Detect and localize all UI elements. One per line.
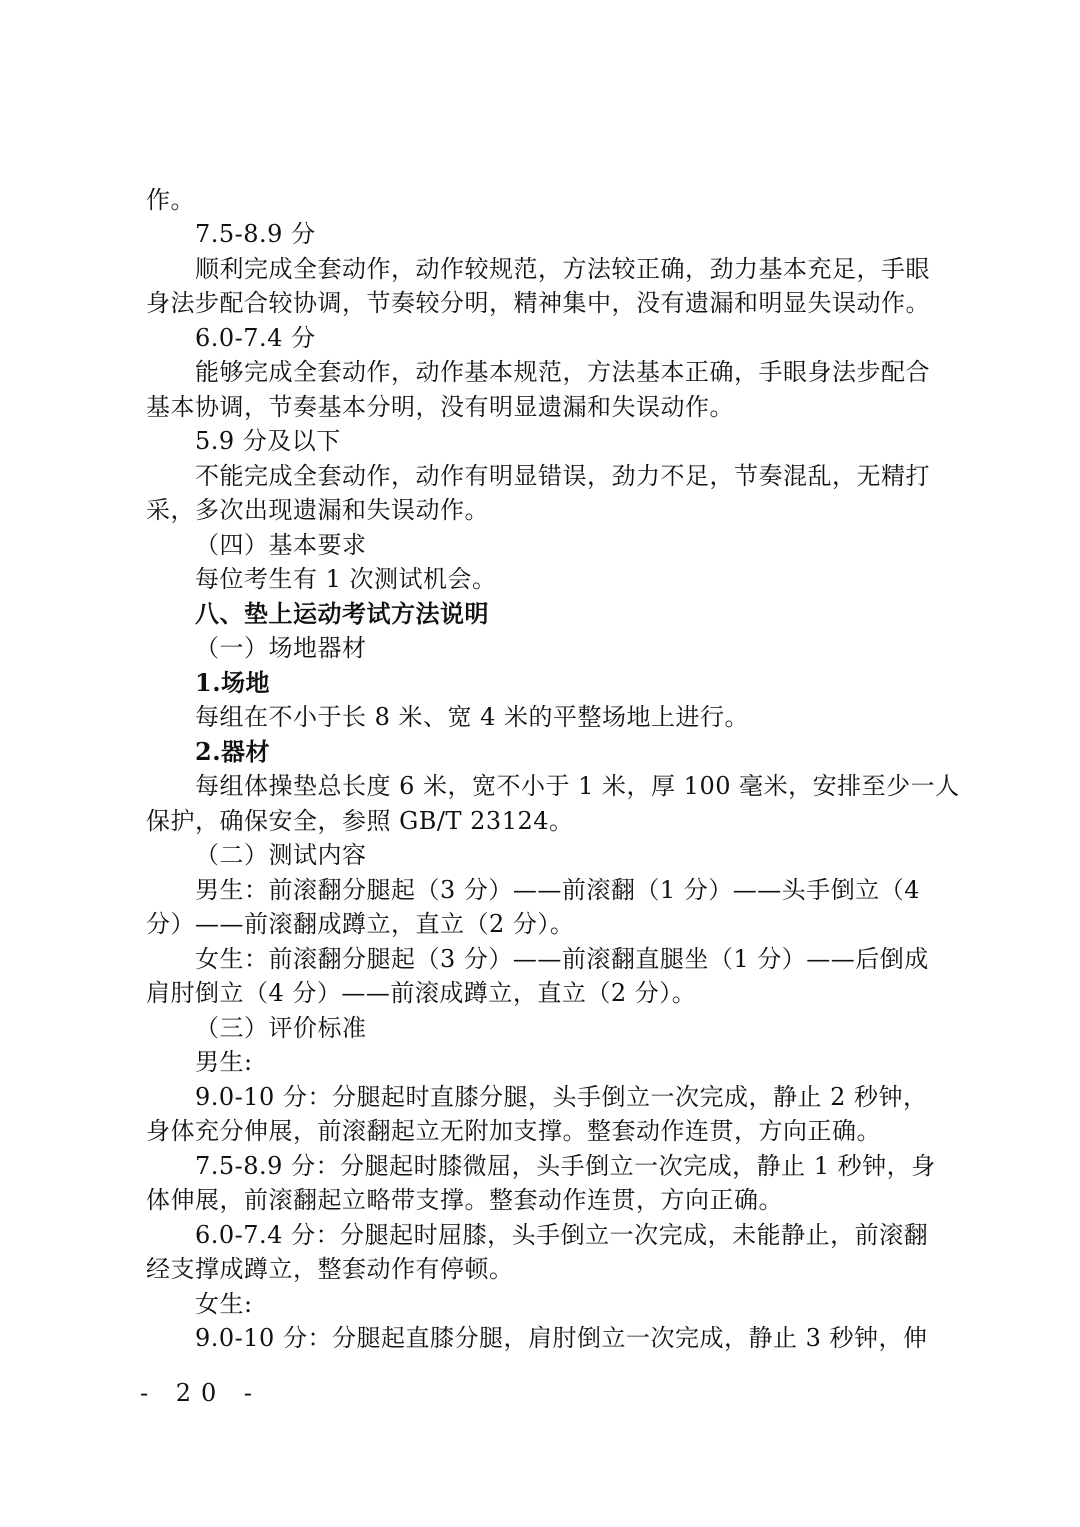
body-text-line: 男生: bbox=[195, 1048, 253, 1076]
body-text-line: 肩肘倒立（4 分）——前滚成蹲立，直立（2 分）。 bbox=[146, 979, 697, 1007]
subsection-heading: （四）基本要求 bbox=[195, 531, 367, 559]
body-text-line: 7.5-8.9 分：分腿起时膝微屈，头手倒立一次完成，静止 1 秒钟，身 bbox=[195, 1152, 936, 1180]
body-text-line: 9.0-10 分：分腿起时直膝分腿，头手倒立一次完成，静止 2 秒钟， bbox=[195, 1083, 928, 1111]
body-text-line: 身法步配合较协调，节奏较分明，精神集中，没有遗漏和明显失误动作。 bbox=[146, 289, 930, 317]
body-text-line: 分）——前滚翻成蹲立，直立（2 分）。 bbox=[146, 910, 575, 938]
body-text-line: 基本协调，节奏基本分明，没有明显遗漏和失误动作。 bbox=[146, 393, 734, 421]
page-number: - 20 - bbox=[140, 1379, 263, 1407]
body-text-line: 每组在不小于长 8 米、宽 4 米的平整场地上进行。 bbox=[195, 703, 750, 731]
body-text-line: 能够完成全套动作，动作基本规范，方法基本正确，手眼身法步配合 bbox=[195, 358, 930, 386]
body-text-line: 身体充分伸展，前滚翻起立无附加支撑。整套动作连贯，方向正确。 bbox=[146, 1117, 881, 1145]
section-heading: 八、垫上运动考试方法说明 bbox=[195, 600, 489, 628]
body-text-line: 采，多次出现遗漏和失误动作。 bbox=[146, 496, 489, 524]
body-text-line: 作。 bbox=[146, 186, 195, 214]
item-heading: 2.器材 bbox=[195, 737, 271, 766]
body-text-line: 保护，确保安全，参照 GB/T 23124。 bbox=[146, 807, 574, 835]
body-text-line: 女生: bbox=[195, 1290, 253, 1318]
body-text-line: 9.0-10 分：分腿起直膝分腿，肩肘倒立一次完成，静止 3 秒钟，伸 bbox=[195, 1324, 928, 1352]
score-range-label: 7.5-8.9 分 bbox=[195, 220, 316, 248]
body-text-line: 男生：前滚翻分腿起（3 分）——前滚翻（1 分）——头手倒立（4 bbox=[195, 876, 921, 904]
score-range-label: 5.9 分及以下 bbox=[195, 427, 341, 455]
subsection-heading: （二）测试内容 bbox=[195, 841, 367, 869]
body-text-line: 6.0-7.4 分：分腿起时屈膝，头手倒立一次完成，未能静止，前滚翻 bbox=[195, 1221, 929, 1249]
item-heading: 1.场地 bbox=[195, 668, 271, 697]
body-text-line: 顺利完成全套动作，动作较规范，方法较正确，劲力基本充足，手眼 bbox=[195, 255, 930, 283]
body-text-line: 女生：前滚翻分腿起（3 分）——前滚翻直腿坐（1 分）——后倒成 bbox=[195, 945, 929, 973]
body-text-line: 经支撑成蹲立，整套动作有停顿。 bbox=[146, 1255, 514, 1283]
body-text-line: 每组体操垫总长度 6 米，宽不小于 1 米，厚 100 毫米，安排至少一人 bbox=[195, 772, 960, 800]
body-text-line: 体伸展，前滚翻起立略带支撑。整套动作连贯，方向正确。 bbox=[146, 1186, 783, 1214]
subsection-heading: （三）评价标准 bbox=[195, 1014, 367, 1042]
score-range-label: 6.0-7.4 分 bbox=[195, 324, 316, 352]
body-text-line: 每位考生有 1 次测试机会。 bbox=[195, 565, 497, 593]
subsection-heading: （一）场地器材 bbox=[195, 634, 367, 662]
body-text-line: 不能完成全套动作，动作有明显错误，劲力不足，节奏混乱，无精打 bbox=[195, 462, 930, 490]
